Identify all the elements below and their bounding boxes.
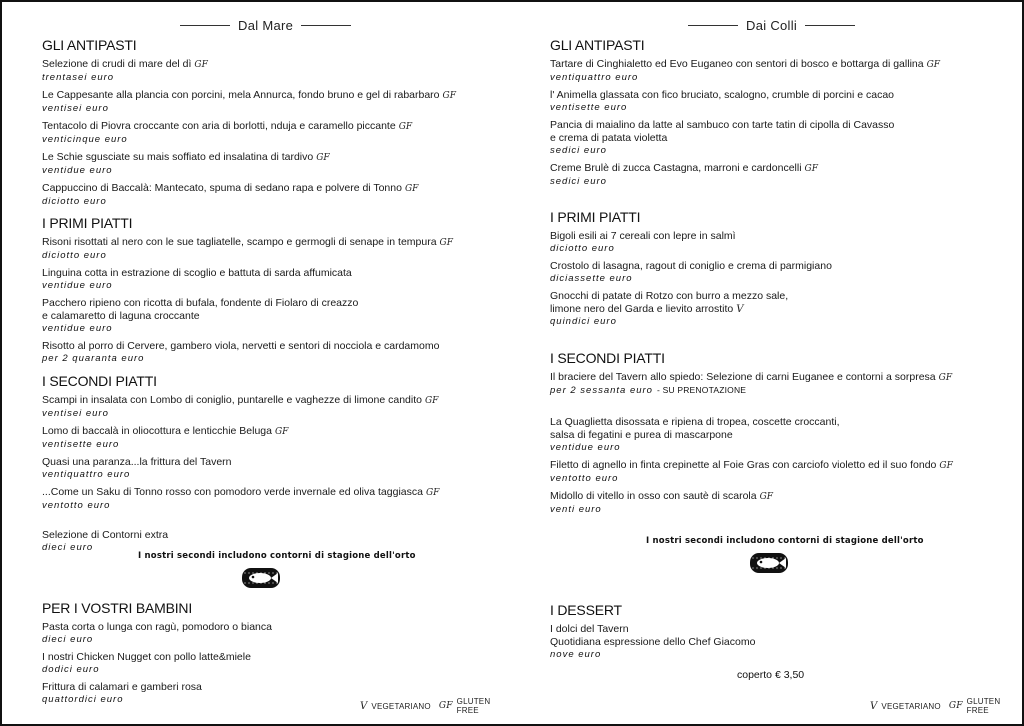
item-price: quattordici euro	[42, 694, 124, 705]
vegetarian-icon: V	[870, 700, 878, 712]
item-name: Lomo di baccalà in oliocottura e lenticchie Beluga	[42, 425, 272, 437]
item-price: diciotto euro	[550, 243, 615, 254]
section-title: I PRIMI PIATTI	[42, 215, 133, 231]
item-price: venticinque euro	[42, 134, 128, 145]
item-name: Pacchero ripieno con ricotta di bufala, fondente di Fiolaro di creazzo	[42, 297, 359, 309]
item-name: Tartare di Cinghialetto ed Evo Euganeo con sentori di bosco e bottarga di gallina	[550, 58, 924, 70]
vegetarian-icon: V	[360, 700, 368, 712]
menu-item	[42, 297, 502, 334]
vegetarian-icon: V	[736, 304, 744, 315]
menu-item	[550, 459, 1010, 484]
item-name-line2: e calamaretto di laguna croccante	[42, 310, 200, 322]
coperto: coperto € 3,50	[737, 669, 805, 681]
section-secondi	[550, 349, 1010, 515]
menu-item	[42, 120, 502, 145]
item-name: Gnocchi di patate di Rotzo con burro a mezzo sale,	[550, 290, 789, 302]
column-dai-colli	[550, 2, 1010, 724]
item-name: Scampi in insalata con Lombo di coniglio, puntarelle e vaghezze di limone candito	[42, 394, 422, 406]
legend-gf-label: GLUTEN FREE	[456, 697, 491, 715]
item-price: per 2 quaranta euro	[42, 353, 145, 364]
item-price: ventidue euro	[550, 442, 621, 453]
fish-logo-icon	[749, 552, 789, 574]
menu-item	[550, 290, 1010, 327]
item-name-line2: Quotidiana espressione dello Chef Giacomo	[550, 636, 756, 648]
item-name: Risoni risottati al nero con le sue tagliatelle, scampo e germogli di senape in tempura	[42, 236, 437, 248]
section-primi	[42, 214, 502, 364]
section-antipasti	[42, 36, 502, 207]
menu-item-extra	[42, 529, 502, 553]
gluten-free-icon: GF	[948, 701, 963, 711]
item-price: venti euro	[550, 504, 602, 515]
menu-item	[550, 260, 1010, 284]
gluten-free-icon: GF	[939, 461, 953, 471]
column-title: Dai Colli	[746, 18, 798, 33]
menu-item	[550, 490, 1010, 515]
item-name: Le Cappesante alla plancia con porcini, mela Annurca, fondo bruno e gel di rabarbaro	[42, 89, 440, 101]
gluten-free-icon: GF	[274, 427, 289, 437]
item-name-line2: limone nero del Garda e lievito arrostito	[550, 303, 734, 315]
column-header	[680, 18, 863, 33]
item-name: I dolci del Tavern	[550, 623, 629, 635]
gluten-free-icon: GF	[926, 60, 941, 70]
gluten-free-icon: GF	[804, 164, 818, 174]
menu-item	[42, 89, 502, 114]
gluten-free-icon: GF	[404, 184, 419, 194]
item-price: ventiquattro euro	[550, 72, 639, 83]
item-name: Crostolo di lasagna, ragout di coniglio e crema di parmigiano	[550, 260, 832, 272]
column-dal-mare	[42, 2, 502, 724]
section-title: I SECONDI PIATTI	[550, 350, 665, 366]
item-price: diciotto euro	[42, 250, 107, 261]
reservation-note: - SU PRENOTAZIONE	[656, 385, 747, 395]
section-primi	[550, 208, 1010, 327]
item-name: Selezione di Contorni extra	[42, 529, 169, 541]
menu-item	[42, 486, 502, 511]
item-name: Le Schie sgusciate su mais soffiato ed insalatina di tardivo	[42, 151, 314, 163]
item-name: Bigoli esili ai 7 cereali con lepre in salmì	[550, 230, 736, 242]
menu-item	[550, 89, 1010, 113]
menu-item	[42, 340, 502, 364]
menu-item	[42, 236, 502, 261]
menu-item	[42, 267, 502, 291]
item-price: nove euro	[550, 649, 602, 660]
section-dessert	[550, 601, 1010, 660]
item-price: ventidue euro	[42, 280, 113, 291]
item-name: Frittura di calamari e gamberi rosa	[42, 681, 202, 693]
menu-item	[550, 162, 1010, 187]
item-price: dieci euro	[42, 634, 94, 645]
item-price: sedici euro	[550, 176, 607, 187]
item-price: ventisei euro	[42, 408, 109, 419]
contorni-note: I nostri secondi includono contorni di stagione dell'orto	[138, 551, 416, 561]
item-price: dodici euro	[42, 664, 100, 675]
menu-item	[550, 119, 1010, 156]
section-title: PER I VOSTRI BAMBINI	[42, 600, 193, 616]
section-secondi	[42, 372, 502, 553]
section-title: I DESSERT	[550, 602, 622, 618]
menu-item	[550, 416, 1010, 453]
item-name: Creme Brulè di zucca Castagna, marroni e cardoncelli	[550, 162, 802, 174]
item-price: dieci euro	[42, 542, 94, 553]
menu-item	[42, 456, 502, 480]
gluten-free-icon: GF	[439, 238, 453, 248]
item-price: ventotto euro	[42, 500, 111, 511]
item-price: ventiquattro euro	[42, 469, 131, 480]
menu-item	[42, 151, 502, 176]
fish-logo-icon	[241, 567, 281, 589]
section-title: I SECONDI PIATTI	[42, 373, 157, 389]
item-name: I nostri Chicken Nugget con pollo latte&miele	[42, 651, 251, 663]
menu-item	[42, 621, 502, 645]
column-header	[172, 18, 359, 33]
item-name: Cappuccino di Baccalà: Mantecato, spuma di sedano rapa e polvere di Tonno	[42, 182, 402, 194]
item-name: Linguina cotta in estrazione di scoglio e battuta di sarda affumicata	[42, 267, 352, 279]
menu-item	[42, 394, 502, 419]
item-name: La Quaglietta disossata e ripiena di tropea, coscette croccanti,	[550, 416, 840, 428]
item-price: ventidue euro	[42, 165, 113, 176]
gluten-free-icon: GF	[442, 91, 456, 101]
legend-gf-label: GLUTEN FREE	[966, 697, 1001, 715]
column-title: Dal Mare	[238, 18, 294, 33]
item-name: Pasta corta o lunga con ragù, pomodoro o bianca	[42, 621, 272, 633]
item-name-line2: e crema di patata violetta	[550, 132, 668, 144]
gluten-free-icon: GF	[759, 492, 774, 502]
menu-item	[42, 182, 502, 207]
item-name: Pancia di maialino da latte al sambuco con tarte tatin di cipolla di Cavasso	[550, 119, 895, 131]
contorni-note: I nostri secondi includono contorni di stagione dell'orto	[646, 536, 924, 546]
section-antipasti	[550, 36, 1010, 187]
item-name: Midollo di vitello in osso con sautè di scarola	[550, 490, 757, 502]
item-price: diciotto euro	[42, 196, 107, 207]
item-price: per 2 sessanta euro	[550, 385, 653, 396]
legend	[870, 697, 1010, 715]
menu-item	[550, 623, 1010, 660]
item-price: ventisei euro	[42, 103, 109, 114]
menu-item	[550, 371, 1010, 396]
legend-veg-label: VEGETARIANO	[881, 701, 941, 711]
section-bambini	[42, 599, 502, 705]
item-price: sedici euro	[550, 145, 607, 156]
item-price: ventisette euro	[42, 439, 120, 450]
section-title: I PRIMI PIATTI	[550, 209, 641, 225]
section-title: GLI ANTIPASTI	[42, 37, 137, 53]
item-name: Il braciere del Tavern allo spiedo: Selezione di carni Euganee e contorni a sorpresa	[550, 371, 936, 383]
menu-item	[42, 651, 502, 675]
gluten-free-icon: GF	[938, 373, 953, 383]
gluten-free-icon: GF	[194, 60, 208, 70]
item-price: ventisette euro	[550, 102, 628, 113]
gluten-free-icon: GF	[316, 153, 330, 163]
menu-item	[550, 58, 1010, 83]
legend	[360, 697, 502, 715]
gluten-free-icon: GF	[398, 122, 413, 132]
item-name-line2: salsa di fegatini e purea di mascarpone	[550, 429, 733, 441]
item-price: diciassette euro	[550, 273, 633, 284]
menu-item	[42, 58, 502, 83]
item-price: ventidue euro	[42, 323, 113, 334]
item-name: Quasi una paranza...la frittura del Tavern	[42, 456, 232, 468]
menu-item	[42, 425, 502, 450]
item-price: quindici euro	[550, 316, 617, 327]
item-name: Selezione di crudi di mare del dì	[42, 58, 192, 70]
item-price: trentasei euro	[42, 72, 115, 83]
item-name: Tentacolo di Piovra croccante con aria di borlotti, nduja e caramello piccante	[42, 120, 396, 132]
gluten-free-icon: GF	[425, 488, 440, 498]
item-name: l' Animella glassata con fico bruciato, scalogno, crumble di porcini e cacao	[550, 89, 895, 101]
item-name: Filetto di agnello in finta crepinette al Foie Gras con carciofo violetto ed il suo fondo	[550, 459, 937, 471]
item-price: ventotto euro	[550, 473, 619, 484]
item-name: Risotto al porro di Cervere, gambero viola, nervetti e sentori di nocciola e cardamomo	[42, 340, 440, 352]
legend-veg-label: VEGETARIANO	[371, 701, 431, 711]
gluten-free-icon: GF	[438, 701, 453, 711]
section-title: GLI ANTIPASTI	[550, 37, 645, 53]
gluten-free-icon: GF	[424, 396, 439, 406]
item-name: ...Come un Saku di Tonno rosso con pomodoro verde invernale ed oliva taggiasca	[42, 486, 423, 498]
menu-item	[550, 230, 1010, 254]
